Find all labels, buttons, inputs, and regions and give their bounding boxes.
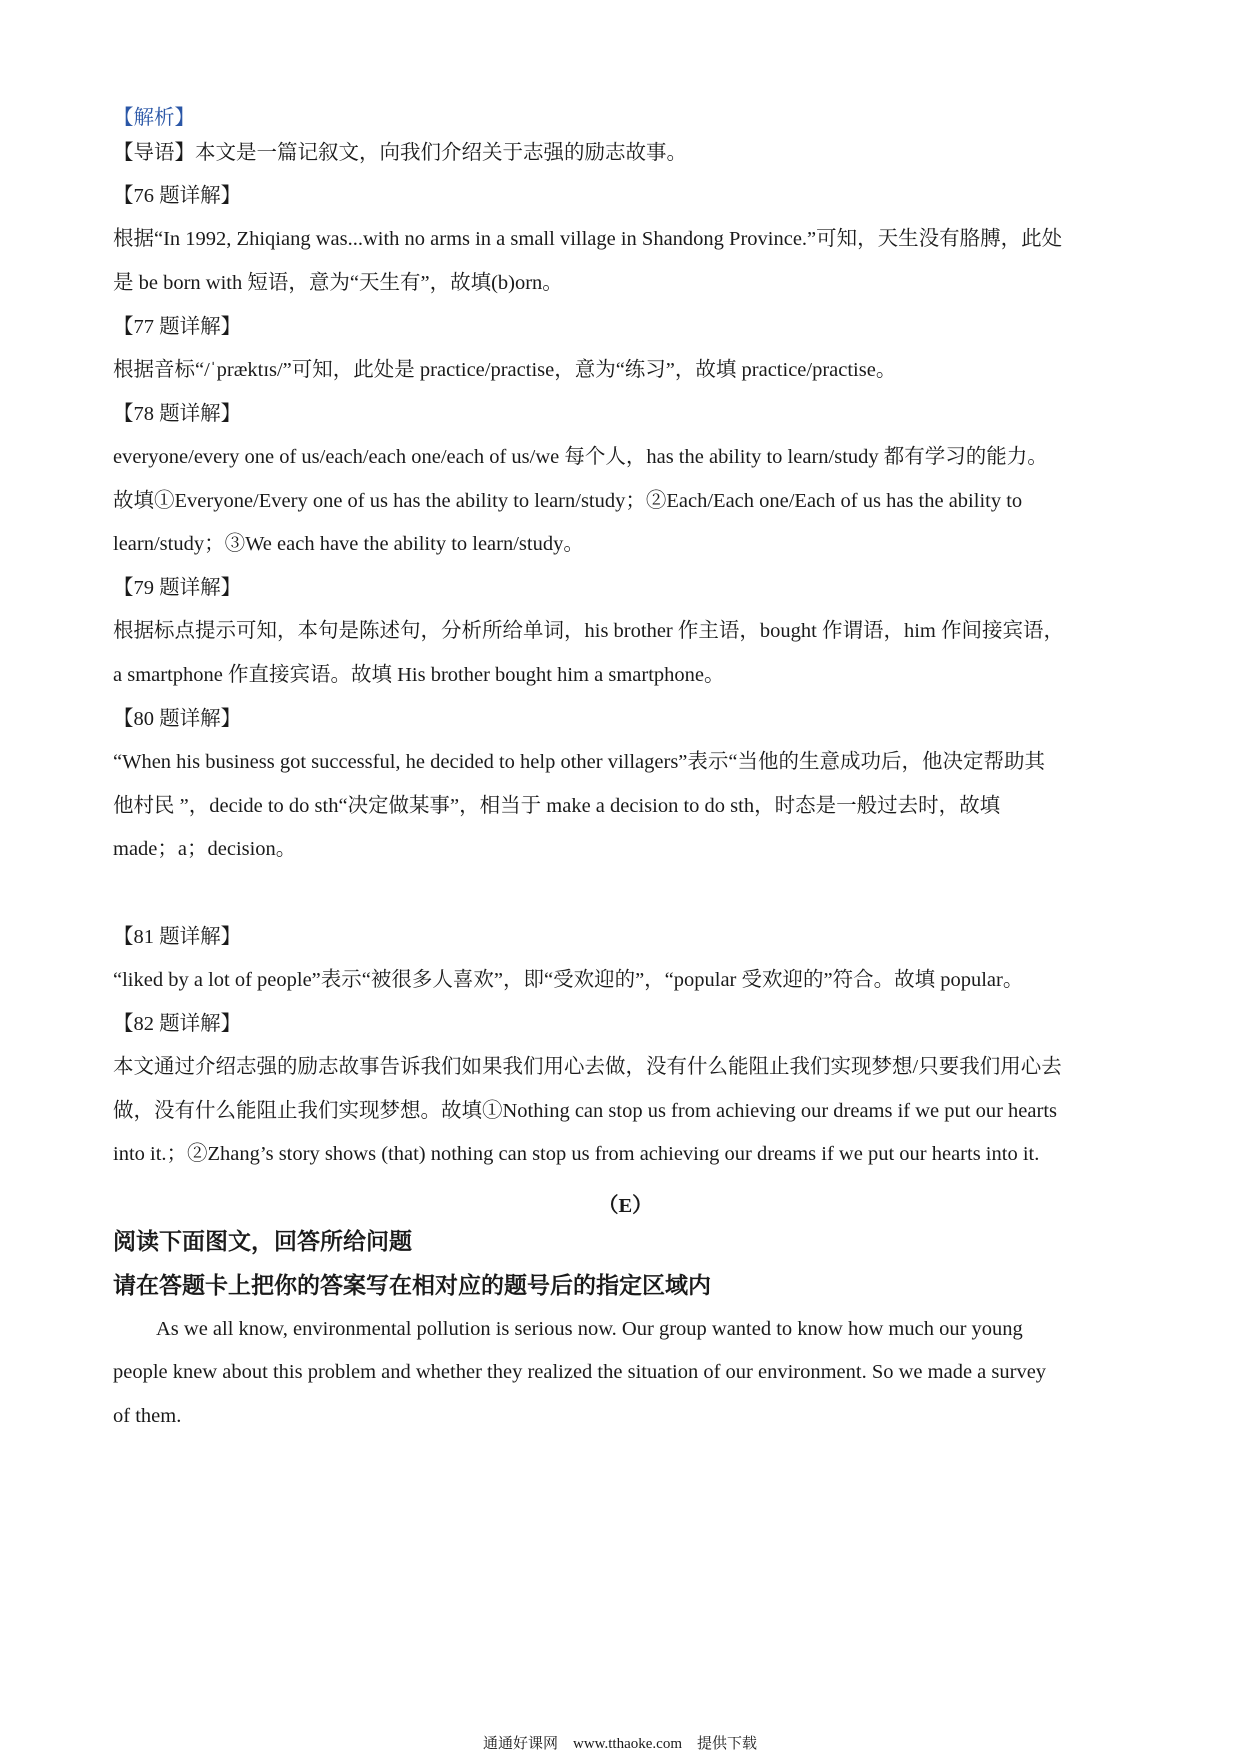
q82-heading: 【82 题详解】: [113, 1013, 242, 1035]
q82-text-1: 本文通过介绍志强的励志故事告诉我们如果我们用心去做，没有什么能阻止我们实现梦想/只要我们用心去: [113, 1056, 1062, 1078]
page-footer: 通通好课网 www.tthaoke.com 提供下载: [482, 1736, 757, 1752]
q81-text: “liked by a lot of people”表示“被很多人喜欢”，即“受欢迎的”，“popular 受欢迎的”符合。故填 popular。: [113, 969, 1024, 991]
q80-text-3: made；a；decision。: [113, 838, 297, 860]
q76-heading: 【76 题详解】: [113, 185, 242, 207]
q82-text-2: 做，没有什么能阻止我们实现梦想。故填①Nothing can stop us from achieving our dreams if we put our hearts: [113, 1100, 1057, 1122]
q79-text-1: 根据标点提示可知，本句是陈述句，分析所给单词，his brother 作主语，bought 作谓语，him 作间接宾语，: [113, 620, 1064, 642]
q80-text-1: “When his business got successful, he decided to help other villagers”表示“当他的生意成功后，他决定帮助其: [113, 751, 1046, 773]
passage-line-2: people knew about this problem and whether they realized the situation of our environment. So we made a survey: [113, 1361, 1047, 1383]
section-title: （E）: [598, 1195, 653, 1217]
q78-text-3: learn/study；③We each have the ability to learn/study。: [113, 533, 584, 555]
analysis-tag: 【解析】: [113, 107, 195, 129]
q80-text-2: 他村民 ”，decide to do sth“决定做某事”，相当于 make a decision to do sth，时态是一般过去时，故填: [113, 795, 1001, 817]
passage-line-3: of them.: [113, 1405, 182, 1427]
q78-text-1: everyone/every one of us/each/each one/each of us/we 每个人，has the ability to learn/study 都有学习的能力。: [113, 446, 1048, 468]
q76-text-1: 根据“In 1992, Zhiqiang was...with no arms in a small village in Shandong Province.”可知，天生没有胳膊，此处: [113, 228, 1063, 250]
q78-text-2: 故填①Everyone/Every one of us has the ability to learn/study；②Each/Each one/Each of us has the ability to: [113, 490, 1023, 512]
intro-line: 【导语】本文是一篇记叙文，向我们介绍关于志强的励志故事。: [113, 142, 687, 164]
q77-heading: 【77 题详解】: [113, 316, 242, 338]
instruction-2: 请在答题卡上把你的答案写在相对应的题号后的指定区域内: [113, 1273, 711, 1298]
q82-text-3: into it.；②Zhang’s story shows (that) nothing can stop us from achieving our dreams if we put our hearts into it.: [113, 1143, 1040, 1165]
q79-heading: 【79 题详解】: [113, 577, 242, 599]
q79-text-2: a smartphone 作直接宾语。故填 His brother bought him a smartphone。: [113, 664, 725, 686]
q77-text: 根据音标“/ˈpræktɪs/”可知，此处是 practice/practise，意为“练习”，故填 practice/practise。: [113, 359, 897, 381]
q81-heading: 【81 题详解】: [113, 926, 242, 948]
q76-text-2: 是 be born with 短语，意为“天生有”，故填(b)orn。: [113, 272, 563, 294]
q80-heading: 【80 题详解】: [113, 708, 242, 730]
passage-line-1: As we all know, environmental pollution is serious now. Our group wanted to know how much our young: [156, 1318, 1023, 1340]
instruction-1: 阅读下面图文，回答所给问题: [113, 1229, 412, 1254]
q78-heading: 【78 题详解】: [113, 403, 242, 425]
